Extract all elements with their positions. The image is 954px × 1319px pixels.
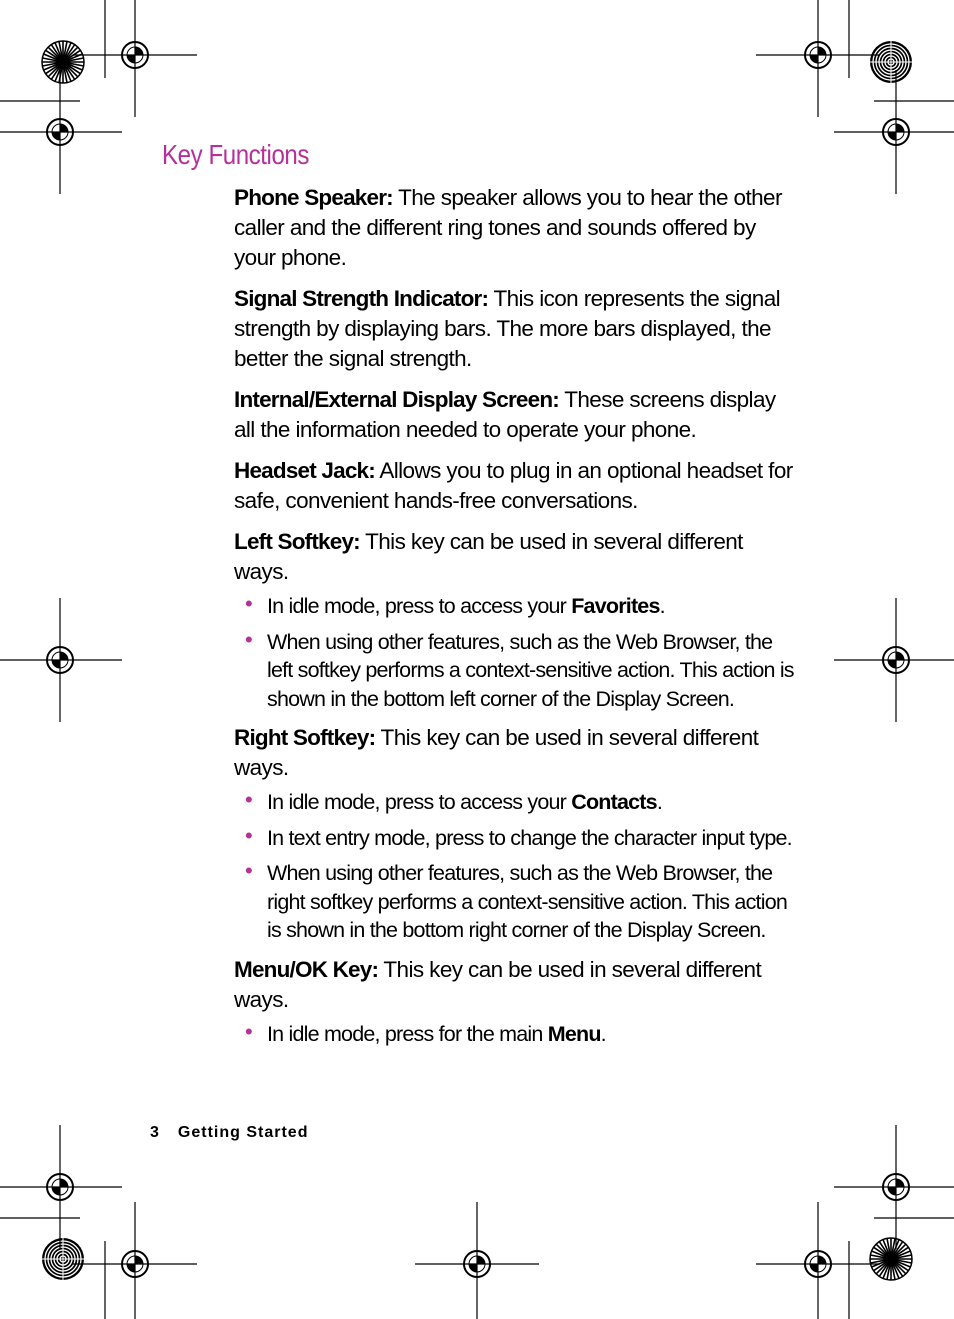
bullet-icon: •: [245, 822, 252, 848]
bullet-icon: •: [245, 1018, 252, 1044]
section-title: Key Functions: [162, 139, 309, 170]
bullet-text: When using other features, such as the Web Browser, the right softkey performs a context-sensitive action. This action is shown in the bottom right corner of the Display Screen.: [267, 861, 788, 942]
key-function-entry: [234, 456, 794, 516]
key-function-description: This key can be used in several different ways.: [234, 725, 759, 780]
bullet-text: In idle mode, press to access your: [267, 790, 572, 814]
key-function-term: Left Softkey:: [234, 529, 360, 554]
key-functions-list: [234, 183, 794, 1058]
page-footer: [150, 1124, 308, 1142]
list-item: [234, 824, 794, 853]
bullet-text: In text entry mode, press to change the character input type.: [267, 825, 792, 850]
bullet-icon: •: [245, 858, 252, 883]
key-function-entry: [234, 183, 794, 273]
key-function-description: This icon represents the signal strength by displaying bars. The more bars displayed, the better the signal strength.: [234, 286, 781, 371]
key-function-entry: [234, 723, 794, 783]
list-item: [234, 592, 794, 621]
list-item: [234, 1020, 794, 1049]
page-number: 3: [150, 1124, 160, 1141]
key-function-term: Menu/OK Key:: [234, 956, 379, 982]
key-function-description: This key can be used in several different ways.: [234, 529, 743, 584]
key-function-description: Allows you to plug in an optional headset for safe, convenient hands-free conversations.: [234, 458, 793, 513]
key-function-entry: [234, 284, 794, 374]
bullet-list: [234, 592, 794, 713]
key-function-term: Headset Jack:: [234, 458, 375, 483]
bullet-text-end: .: [656, 790, 662, 814]
bullet-text-end: .: [659, 594, 665, 618]
bullet-text: In idle mode, press for the main: [267, 1021, 548, 1046]
key-function-description: These screens display all the information needed to operate your phone.: [234, 387, 776, 442]
bullet-icon: •: [245, 591, 252, 616]
key-function-description: This key can be used in several different ways.: [234, 956, 762, 1012]
bullet-bold-term: Contacts: [571, 790, 657, 814]
key-function-entry: [234, 385, 794, 445]
footer-section-name: Getting Started: [177, 1124, 309, 1141]
bullet-icon: •: [245, 626, 252, 652]
list-item: [234, 628, 794, 714]
bullet-list: [234, 788, 794, 945]
key-function-description: The speaker allows you to hear the other caller and the different ring tones and sounds offered by your phone.: [234, 185, 782, 270]
bullet-text: In idle mode, press to access your: [267, 594, 572, 618]
bullet-list: [234, 1020, 794, 1049]
key-function-entry: [234, 955, 794, 1015]
bullet-bold-term: Favorites: [571, 594, 660, 618]
key-function-term: Phone Speaker:: [234, 185, 393, 210]
bullet-icon: •: [245, 787, 252, 812]
bullet-text-end: .: [600, 1021, 606, 1046]
bullet-bold-term: Menu: [547, 1021, 601, 1046]
list-item: [234, 788, 794, 817]
list-item: [234, 859, 794, 945]
key-function-entry: [234, 527, 794, 587]
key-function-term: Signal Strength Indicator:: [234, 286, 489, 311]
key-function-term: Internal/External Display Screen:: [234, 387, 559, 412]
key-function-term: Right Softkey:: [234, 725, 376, 750]
bullet-text: When using other features, such as the Web Browser, the left softkey performs a context-sensitive action. This action is shown in the bottom left corner of the Display Screen.: [267, 629, 794, 711]
